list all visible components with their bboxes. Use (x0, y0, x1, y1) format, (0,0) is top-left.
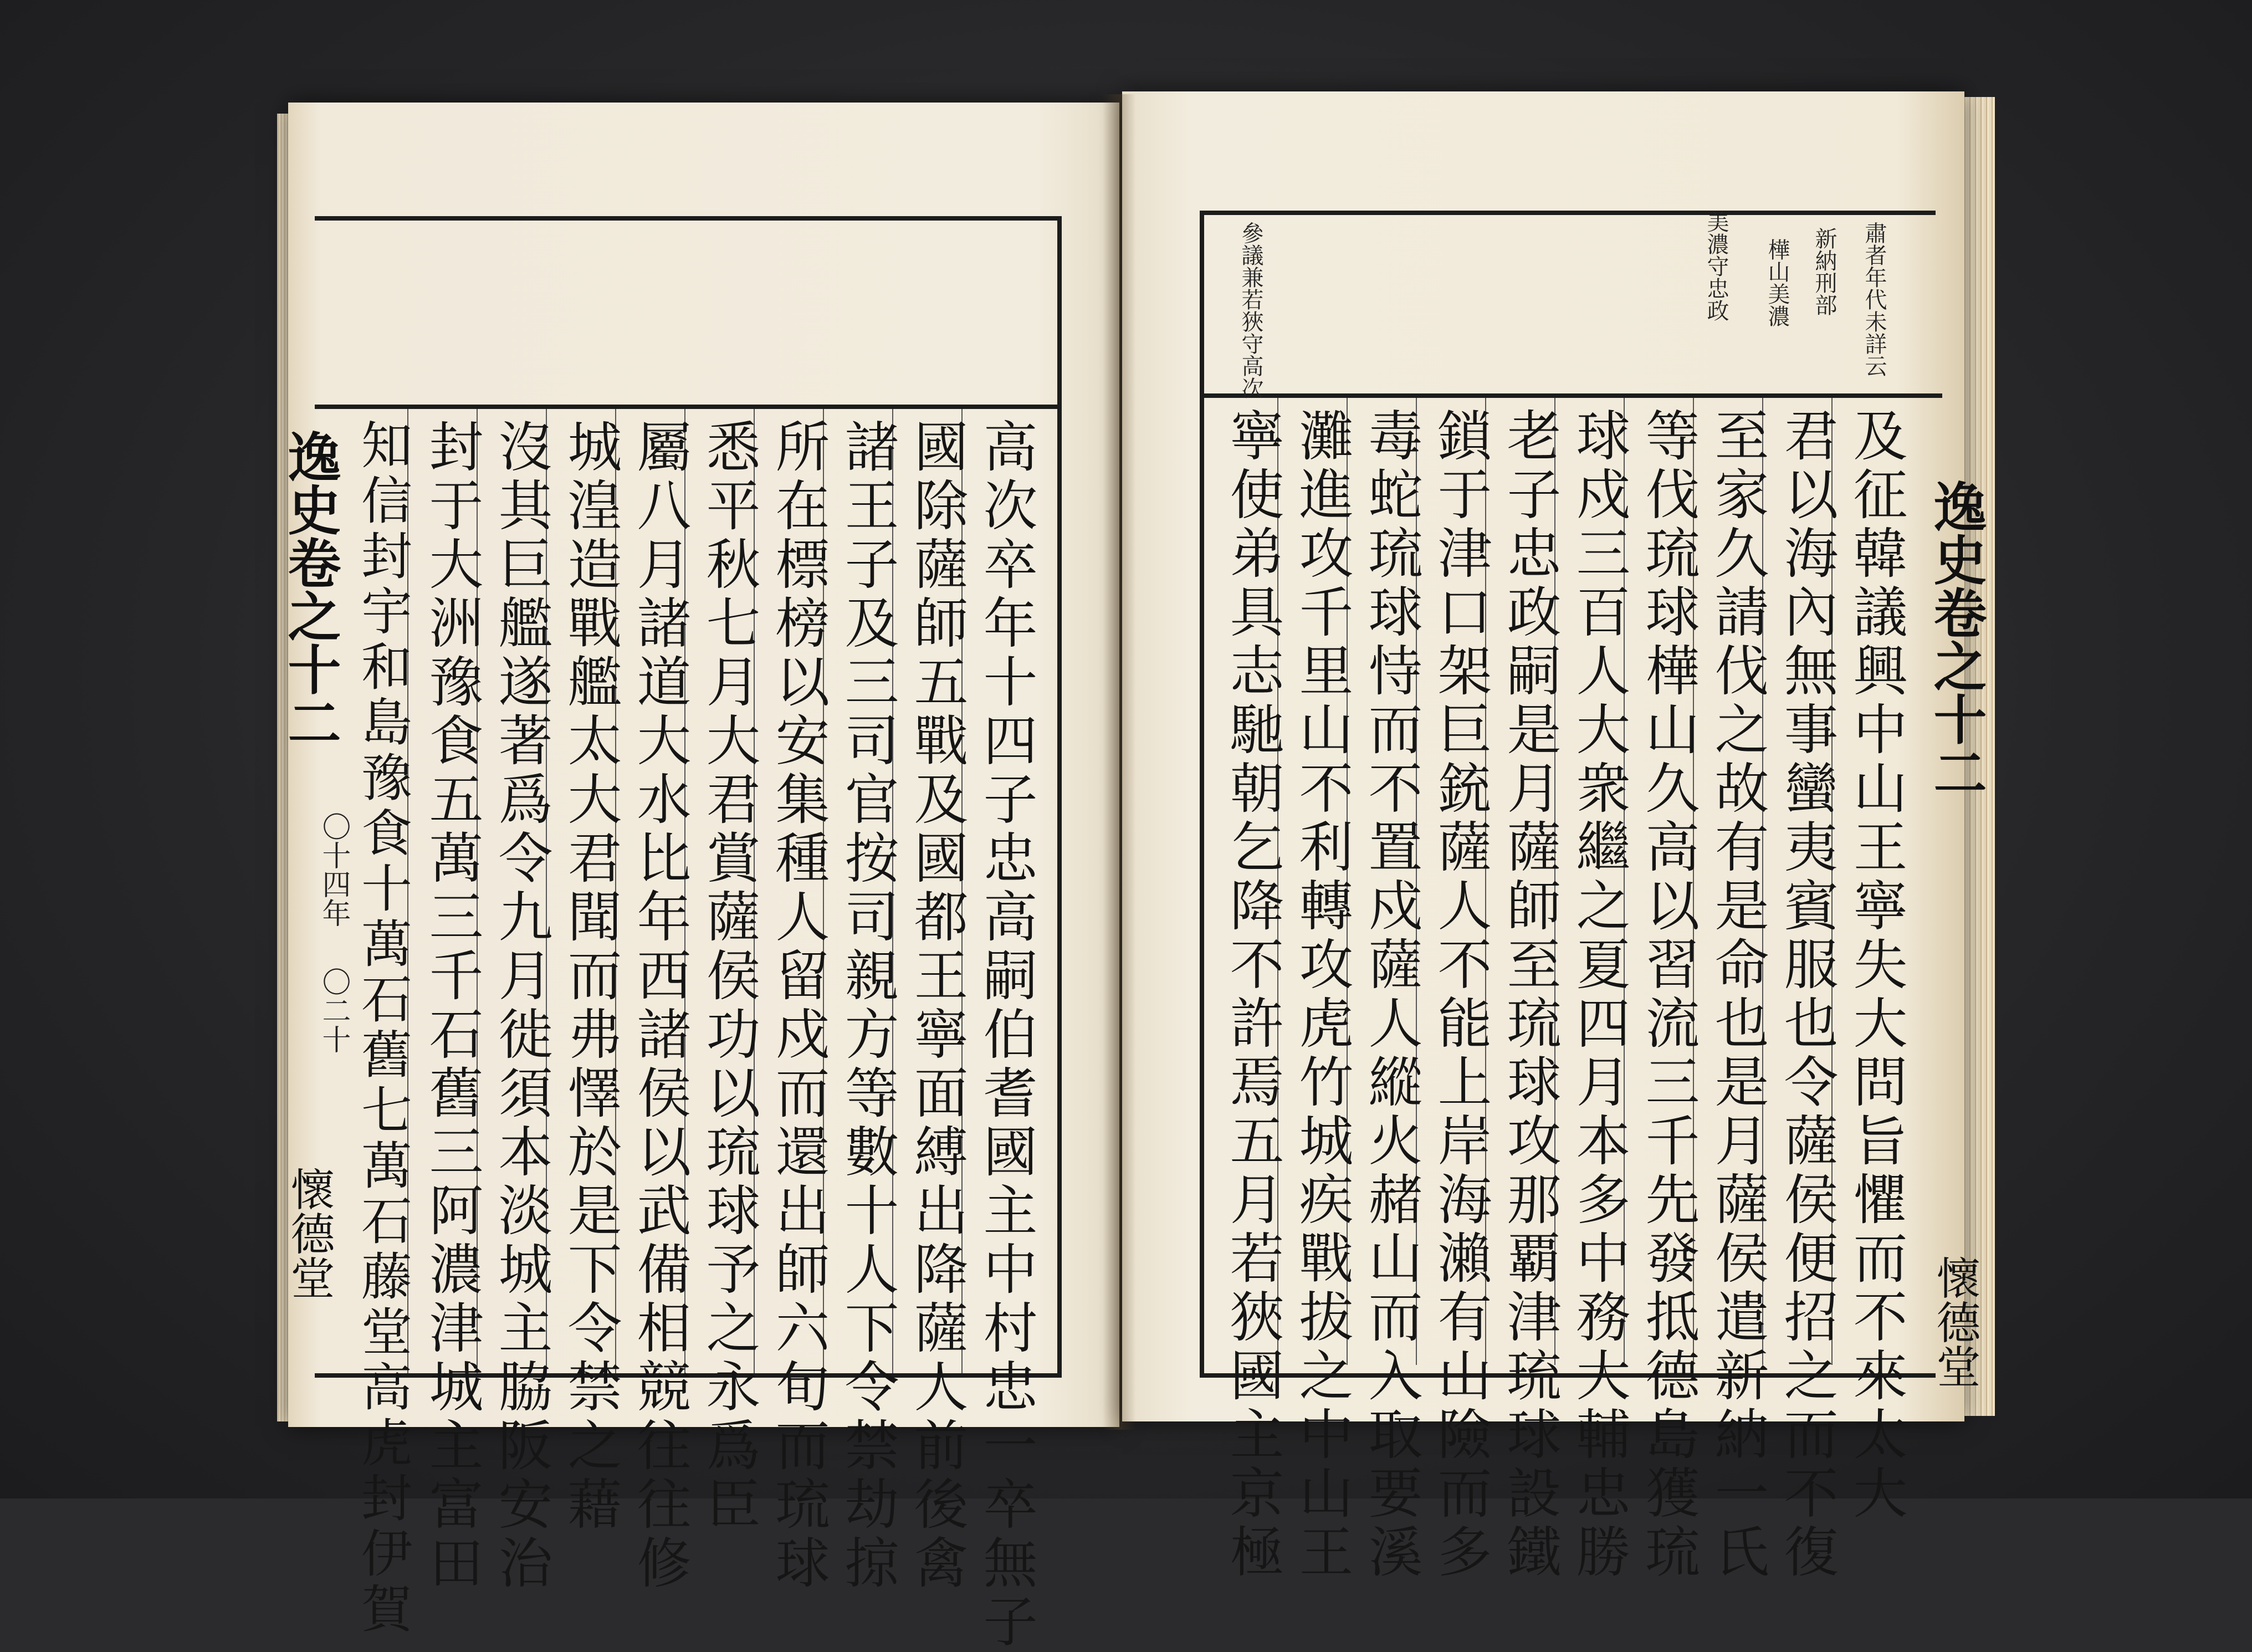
right-header-rule (1200, 393, 1942, 398)
text-column: 寧使弟具志馳朝乞降不許焉五月若狹國主京極 (1221, 407, 1284, 1582)
year-note: 〇十四年 (317, 812, 350, 927)
text-column: 知信封宇和島豫食十萬石舊七萬石藤堂高虎封伊賀 (353, 418, 412, 1638)
text-column: 高次卒年十四子忠高嗣伯耆國主中村忠一卒無子 (974, 418, 1037, 1652)
book-gutter (1103, 94, 1136, 1430)
publisher-name: 懷德堂 (283, 1167, 335, 1300)
header-note: 新納刑部 (1811, 227, 1837, 316)
text-column: 及征韓議興中山王寧失大問旨懼而不來太大 (1844, 407, 1907, 1523)
header-note: 樺山美濃 (1764, 238, 1790, 327)
text-column: 國除薩師五戰及國都王寧面縛出降薩人前後禽 (905, 418, 968, 1593)
text-column: 等伐琉球樺山久高以習流三千先發抵德島獲琉 (1636, 407, 1700, 1582)
text-column: 沒其巨艦遂著爲令九月徙須本淡城主脇阪安治 (489, 418, 552, 1593)
text-column: 君以海內無事蠻夷賓服也令薩侯便招之而不復 (1775, 407, 1838, 1582)
book-title: 逸史卷之十二 (279, 429, 342, 749)
text-column: 灘進攻千里山不利轉攻虎竹城疾戰拔之中山王 (1290, 407, 1353, 1582)
text-column: 屬八月諸道大水比年西諸侯以武備相競往往修 (628, 418, 691, 1593)
publisher-name: 懷德堂 (1929, 1255, 1980, 1388)
text-column: 球戍三百人大衆繼之夏四月本多中務大輔忠勝 (1567, 407, 1630, 1582)
left-page (279, 103, 1119, 1652)
book-title: 逸史卷之十二 (1925, 479, 1988, 799)
text-column: 所在標榜以安集種人留戍而還出師六旬而琉球 (766, 418, 830, 1593)
year-note: 〇二十 (317, 967, 350, 1053)
text-column: 封于大洲豫食五萬三千石舊三阿濃津城主富田 (420, 418, 483, 1593)
left-header-rule (315, 405, 1062, 409)
text-column: 至家久請伐之故有是命也是月薩侯遣新納一氏 (1706, 407, 1769, 1582)
text-column: 老子忠政嗣是月薩師至琉球攻那覇津琉球設鐵 (1498, 407, 1561, 1582)
text-column: 鎖于津口架巨銃薩人不能上岸海瀨有山險而多 (1429, 407, 1492, 1582)
text-column: 悉平秋七月大君賞薩侯功以琉球予之永爲臣 (697, 418, 760, 1535)
right-page (1122, 91, 1988, 1582)
text-column: 城湟造戰艦太大君聞而弗懌於是下令禁之藉 (559, 418, 622, 1535)
text-column: 諸王子及三司官按司親方等數十人下令禁劫掠 (836, 418, 899, 1593)
header-note: 美濃守忠政 (1703, 211, 1729, 321)
text-column: 毒蛇琉球恃而不置戍薩人縱火赭山而入取要溪 (1359, 407, 1422, 1582)
header-note: 肅者年代未詳云 (1861, 222, 1887, 377)
header-note: 參議兼若狹守高次 (1238, 222, 1263, 399)
